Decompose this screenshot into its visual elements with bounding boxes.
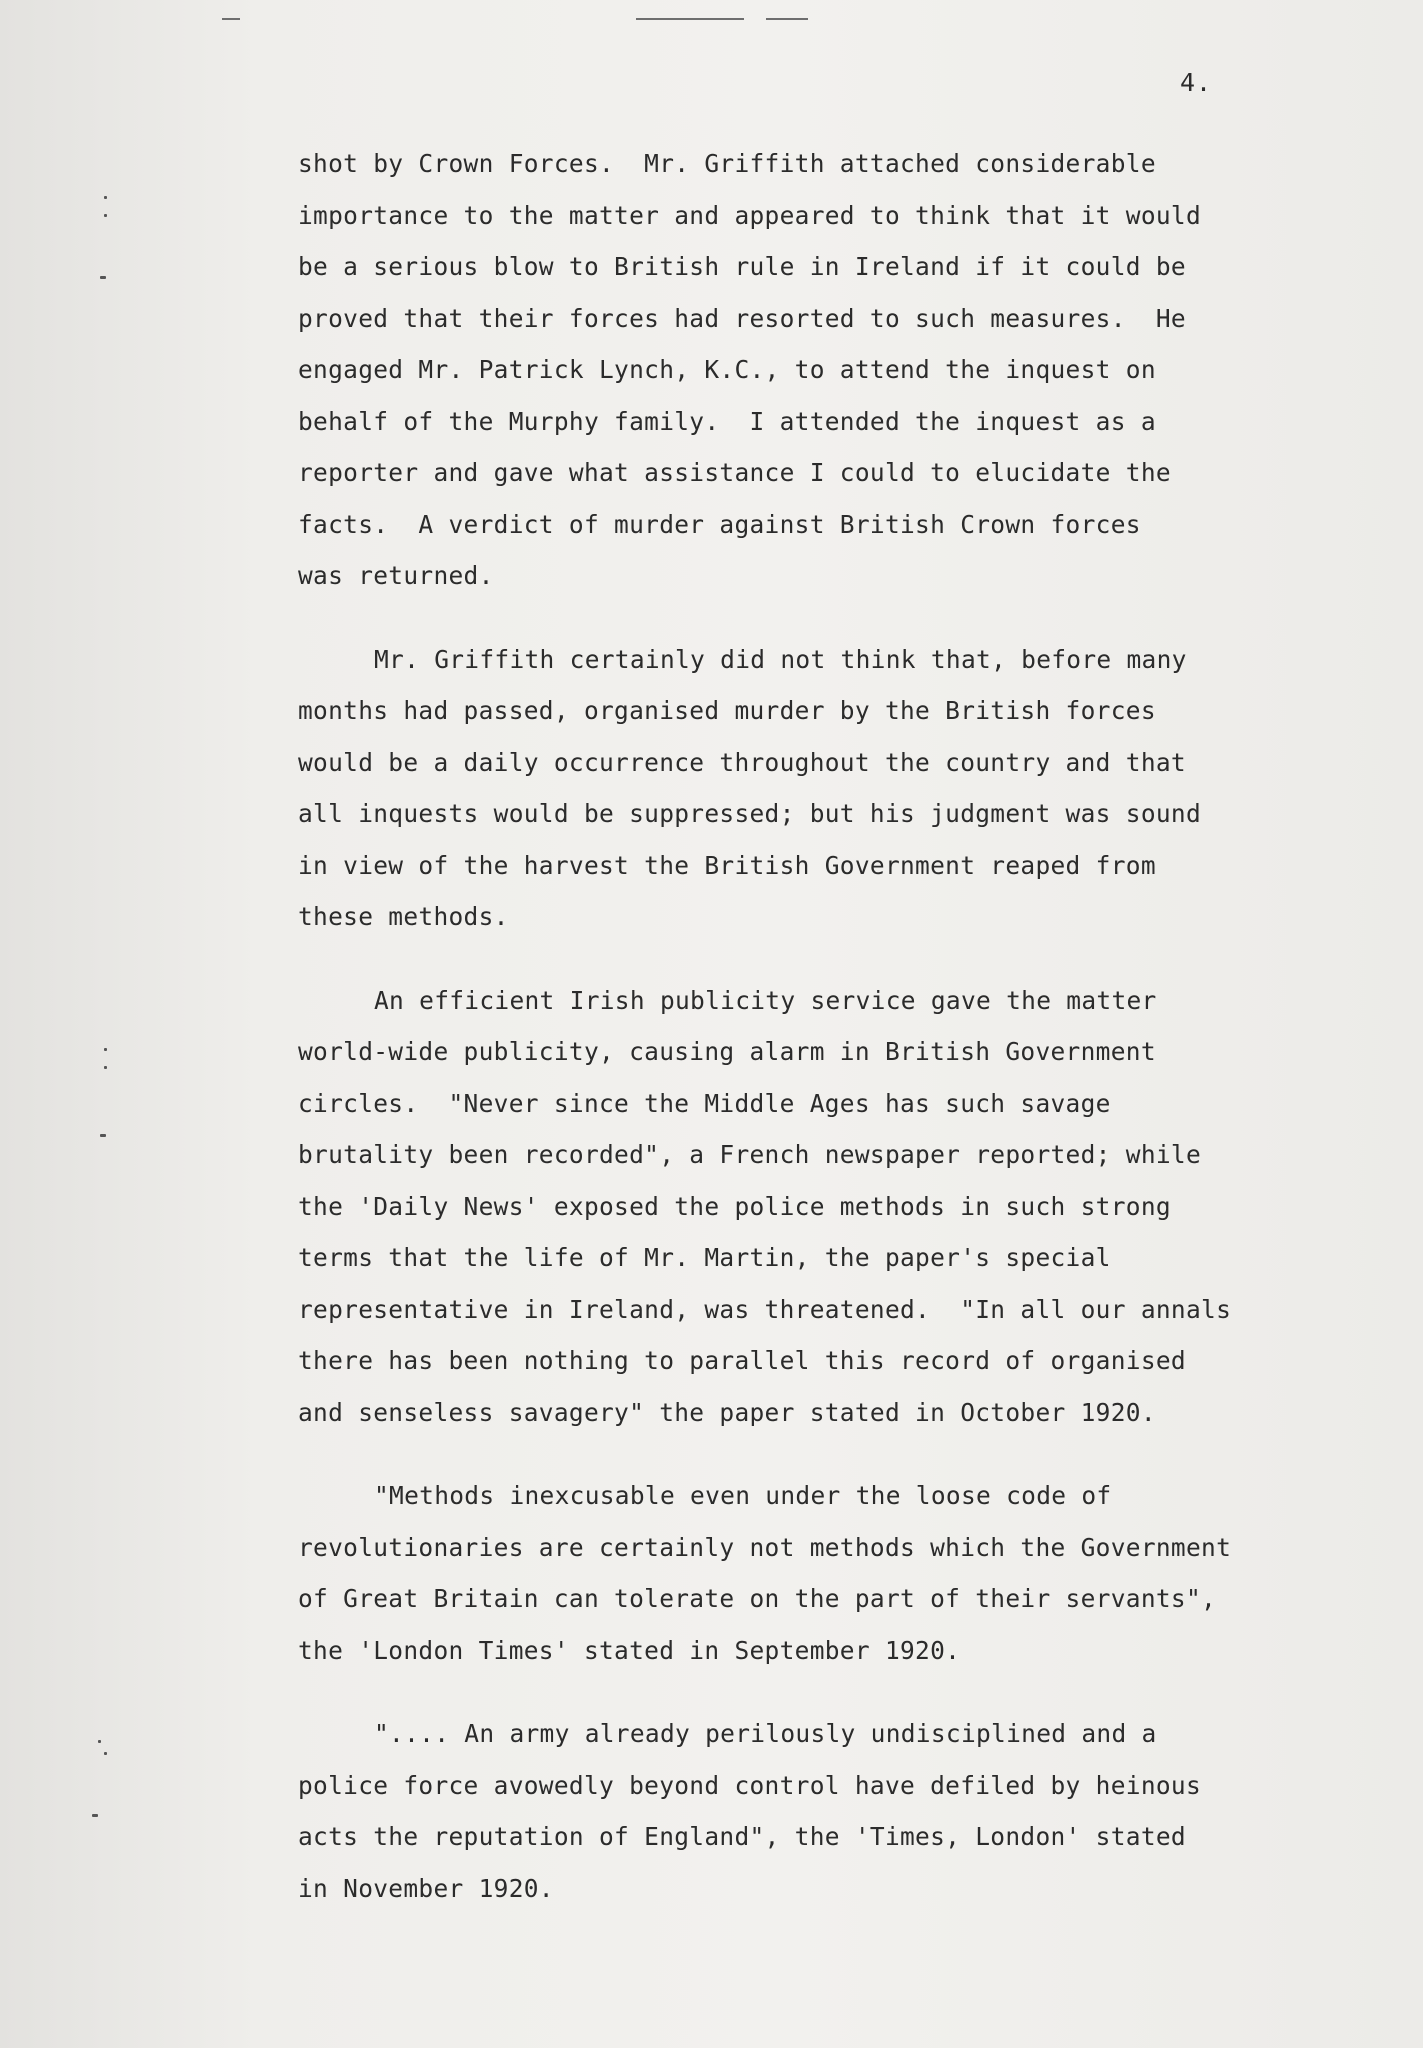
text-line: reporter and gave what assistance I could to elucidate the [298,458,1171,487]
text-line: months had passed, organised murder by the British forces [298,696,1156,725]
text-line: of Great Britain can tolerate on the part of their servants", [298,1584,1217,1613]
text-line: acts the reputation of England", the 'Times, London' stated [298,1822,1186,1851]
paragraph-3 [298,975,1298,1439]
text-line: in view of the harvest the British Government reaped from [298,850,1156,880]
paragraph-5 [298,1708,1298,1914]
margin-mark [104,214,107,217]
margin-mark [104,1066,107,1069]
margin-mark [100,276,106,279]
text-line: was returned. [298,561,494,590]
text-line: brutality been recorded", a French newspaper reported; while [298,1140,1202,1169]
text-line: "Methods inexcusable even under the loose code of [374,1481,1112,1510]
text-line: terms that the life of Mr. Martin, the paper's special [298,1243,1111,1272]
text-line: the 'Daily News' exposed the police methods in such strong [298,1191,1171,1221]
top-rule-left [222,18,240,20]
text-line: would be a daily occurrence throughout the country and that [298,747,1186,777]
paragraph-4 [298,1470,1298,1676]
page-number: 4. [1180,68,1213,97]
text-line: representative in Ireland, was threatened. "In all our annals [298,1294,1232,1324]
text-line: world-wide publicity, causing alarm in British Government [298,1037,1156,1066]
margin-mark [104,1048,107,1051]
margin-mark [100,1134,106,1137]
text-line: shot by Crown Forces. Mr. Griffith attached considerable [298,149,1156,178]
text-line: engaged Mr. Patrick Lynch, K.C., to attend the inquest on [298,355,1156,384]
margin-mark [104,196,107,199]
text-line: be a serious blow to British rule in Ireland if it could be [298,252,1186,281]
text-line: An efficient Irish publicity service gave the matter [374,985,1157,1015]
top-rule-right [766,18,808,20]
document-body [298,138,1298,1946]
paragraph-1 [298,138,1298,602]
paragraph-2 [298,634,1298,943]
text-line: in November 1920. [298,1873,554,1903]
text-line: Mr. Griffith certainly did not think that, before many [374,644,1187,674]
text-line: all inquests would be suppressed; but his judgment was sound [298,799,1202,828]
text-line: proved that their forces had resorted to such measures. He [298,303,1186,333]
text-line: these methods. [298,902,509,931]
text-line: the 'London Times' stated in September 1920. [298,1635,961,1665]
text-line: facts. A verdict of murder against British Crown forces [298,509,1141,539]
margin-mark [98,1740,101,1743]
margin-mark [92,1814,98,1817]
margin-mark [104,1752,107,1755]
top-rule-center [636,18,744,20]
text-line: there has been nothing to parallel this record of organised [298,1346,1186,1375]
text-line: ".... An army already perilously undisciplined and a [374,1719,1157,1748]
text-line: revolutionaries are certainly not methods which the Government [298,1532,1232,1562]
text-line: and senseless savagery" the paper stated in October 1920. [298,1397,1156,1427]
text-line: behalf of the Murphy family. I attended the inquest as a [298,406,1156,436]
text-line: importance to the matter and appeared to think that it would [298,200,1202,230]
text-line: police force avowedly beyond control have defiled by heinous [298,1770,1202,1800]
text-line: circles. "Never since the Middle Ages has such savage [298,1088,1111,1118]
